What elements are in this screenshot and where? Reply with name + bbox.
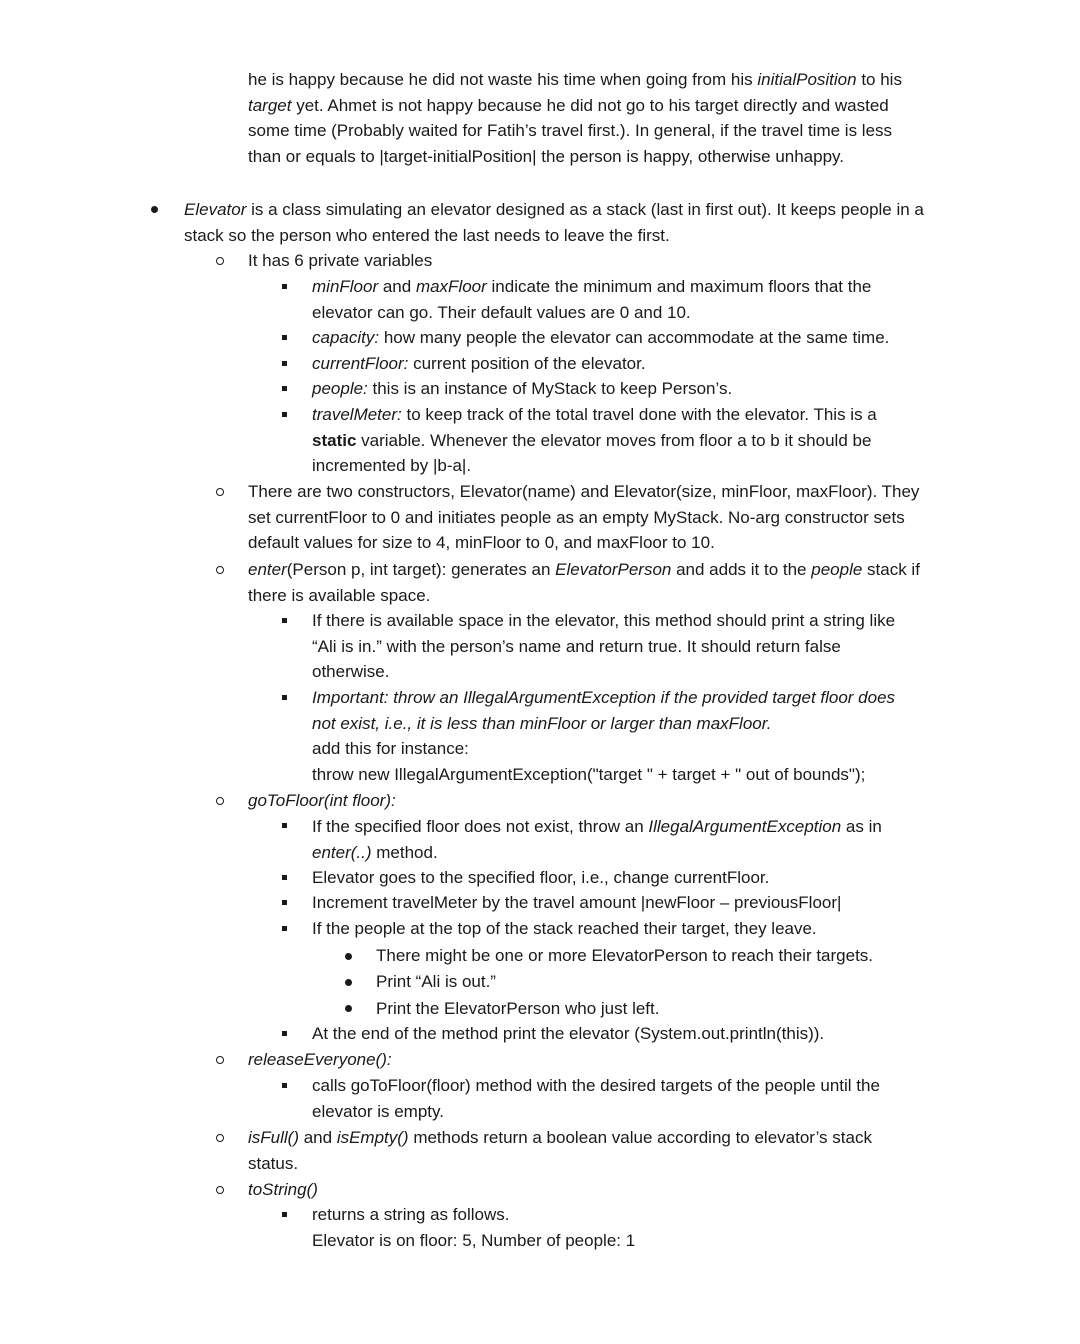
var-text: this is an instance of MyStack to keep Person’s.	[367, 379, 733, 398]
var-text: elevator can go. Their default values are 0 and 10.	[312, 302, 691, 322]
bullet-disc	[345, 1005, 352, 1012]
bullet-square	[282, 335, 287, 340]
enter-bullet-important	[312, 685, 895, 787]
intro-text: yet. Ahmet is not happy because he did not go to his target directly and wasted	[291, 95, 889, 115]
enter-text: (Person p, int target): generates an	[286, 560, 556, 579]
var-current-floor	[312, 351, 646, 377]
goto-bullet-increment	[312, 890, 841, 916]
enter-text: “Ali is in.” with the person’s name and return true. It should return false	[312, 636, 841, 656]
vars-title	[248, 248, 432, 274]
class-name: Elevator	[184, 200, 247, 219]
var-text: how many people the elevator can accommodate at the same time.	[379, 328, 890, 347]
var-text: to keep track of the total travel done with the elevator. This is a	[401, 405, 877, 424]
intro-emphasis: initialPosition	[757, 70, 857, 89]
bullet-square	[282, 900, 287, 905]
elevator-text: is a class simulating an elevator designed as a stack (last in first out). It keeps people in a	[246, 200, 924, 219]
var-text: and	[378, 277, 416, 296]
var-name: maxFloor	[415, 277, 487, 296]
class-name: IllegalArgumentException	[648, 817, 842, 836]
isfull-text: status.	[248, 1153, 299, 1173]
enter-text: there is available space.	[248, 585, 431, 605]
var-text: current position of the elevator.	[408, 354, 646, 373]
goto-title	[248, 788, 396, 814]
var-capacity	[312, 325, 889, 351]
bullet-circle	[216, 1056, 224, 1064]
goto-bullet-exception	[312, 814, 882, 865]
bullet-square	[282, 618, 287, 623]
bullet-square	[282, 875, 287, 880]
bullet-disc	[151, 206, 158, 213]
var-text: indicate the minimum and maximum floors that the	[486, 277, 872, 296]
var-minmax	[312, 274, 871, 325]
code-example: throw new IllegalArgumentException("target " + target + " out of bounds");	[312, 764, 866, 784]
release-text: calls goToFloor(floor) method with the desired targets of the people until the	[312, 1076, 880, 1095]
bullet-square	[282, 412, 287, 417]
goto-text: If the specified floor does not exist, throw an	[312, 817, 649, 836]
bullet-disc	[345, 979, 352, 986]
goto-text: method.	[371, 842, 438, 862]
static-keyword: static	[312, 430, 357, 450]
var-travel-meter	[312, 402, 877, 479]
method-name: isFull()	[248, 1128, 299, 1147]
goto-sub-3	[376, 996, 659, 1022]
bullet-disc	[345, 953, 352, 960]
bullet-square	[282, 284, 287, 289]
goto-text: Increment travelMeter by the travel amount |newFloor – previousFloor|	[312, 893, 842, 912]
enter-text: and adds it to the	[671, 560, 812, 579]
enter-bullet-available	[312, 608, 895, 685]
enter-text: stack if	[862, 560, 920, 579]
constructors-text: There are two constructors, Elevator(name) and Elevator(size, minFloor, maxFloor). They	[248, 482, 920, 501]
bullet-square	[282, 823, 287, 828]
goto-text: There might be one or more ElevatorPerson to reach their targets.	[376, 946, 874, 965]
enter-text: If there is available space in the elevator, this method should print a string like	[312, 611, 896, 630]
var-name: currentFloor:	[312, 354, 409, 373]
bullet-square	[282, 695, 287, 700]
intro-paragraph	[248, 67, 902, 169]
enter-text: add this for instance:	[312, 739, 469, 759]
intro-emphasis: target	[248, 95, 292, 115]
var-name: capacity:	[312, 328, 380, 347]
goto-bullet-print	[312, 1021, 824, 1047]
vars-title-text: It has 6 private variables	[248, 251, 433, 270]
var-name: travelMeter:	[312, 405, 402, 424]
bullet-circle	[216, 1134, 224, 1142]
var-name: people	[811, 560, 863, 579]
important-note: Important: throw an IllegalArgumentException if the provided target floor does	[312, 688, 896, 707]
tostring-bullet	[312, 1202, 635, 1253]
release-text: elevator is empty.	[312, 1101, 444, 1121]
var-name: minFloor	[312, 277, 379, 296]
intro-text: he is happy because he did not waste his time when going from his	[248, 70, 758, 89]
bullet-square	[282, 361, 287, 366]
var-text: incremented by |b-a|.	[312, 456, 472, 476]
bullet-square	[282, 386, 287, 391]
release-title	[248, 1047, 392, 1073]
tostring-text: returns a string as follows.	[312, 1205, 510, 1224]
goto-text: Elevator goes to the specified floor, i.e., change currentFloor.	[312, 868, 770, 887]
goto-text: Print the ElevatorPerson who just left.	[376, 999, 660, 1018]
tostring-title	[248, 1177, 318, 1203]
method-name: enter	[248, 560, 287, 579]
intro-text: to his	[856, 70, 902, 89]
class-name: ElevatorPerson	[555, 560, 672, 579]
bullet-square	[282, 1083, 287, 1088]
constructors-paragraph	[248, 479, 919, 556]
goto-text: At the end of the method print the elevator (System.out.println(this)).	[312, 1024, 825, 1043]
isfull-text: methods return a boolean value according to elevator’s stack	[408, 1128, 872, 1147]
important-note: not exist, i.e., it is less than minFloor or larger than maxFloor.	[312, 713, 772, 733]
bullet-circle	[216, 797, 224, 805]
goto-text: as in	[841, 817, 882, 836]
bullet-circle	[216, 488, 224, 496]
goto-text: Print “Ali is out.”	[376, 972, 496, 991]
elevator-paragraph	[184, 197, 924, 248]
enter-paragraph	[248, 557, 920, 608]
goto-bullet-leave	[312, 916, 817, 942]
release-bullet	[312, 1073, 880, 1124]
goto-sub-1	[376, 943, 873, 969]
isfull-text: and	[299, 1128, 337, 1147]
method-name: goToFloor(int floor):	[248, 791, 396, 810]
method-name: releaseEveryone():	[248, 1050, 392, 1069]
method-name: enter(..)	[312, 842, 372, 862]
var-text: variable. Whenever the elevator moves from floor a to b it should be	[356, 430, 872, 450]
bullet-circle	[216, 257, 224, 265]
constructors-text: default values for size to 4, minFloor to 0, and maxFloor to 10.	[248, 533, 715, 553]
goto-sub-2	[376, 969, 496, 995]
tostring-example: Elevator is on floor: 5, Number of people: 1	[312, 1230, 636, 1250]
intro-text: some time (Probably waited for Fatih’s travel first.). In general, if the travel time is less	[248, 121, 893, 141]
var-name: people:	[312, 379, 368, 398]
intro-text: than or equals to |target-initialPosition| the person is happy, otherwise unhappy.	[248, 146, 845, 166]
isfull-paragraph	[248, 1125, 872, 1176]
elevator-text: stack so the person who entered the last needs to leave the first.	[184, 225, 670, 245]
method-name: isEmpty()	[336, 1128, 409, 1147]
goto-bullet-move	[312, 865, 769, 891]
enter-text: otherwise.	[312, 662, 390, 682]
bullet-square	[282, 926, 287, 931]
var-people	[312, 376, 732, 402]
constructors-text: set currentFloor to 0 and initiates people as an empty MyStack. No-arg constructor sets	[248, 507, 905, 527]
goto-text: If the people at the top of the stack reached their target, they leave.	[312, 919, 817, 938]
bullet-square	[282, 1031, 287, 1036]
bullet-square	[282, 1212, 287, 1217]
bullet-circle	[216, 566, 224, 574]
method-name: toString()	[248, 1180, 318, 1199]
bullet-circle	[216, 1186, 224, 1194]
